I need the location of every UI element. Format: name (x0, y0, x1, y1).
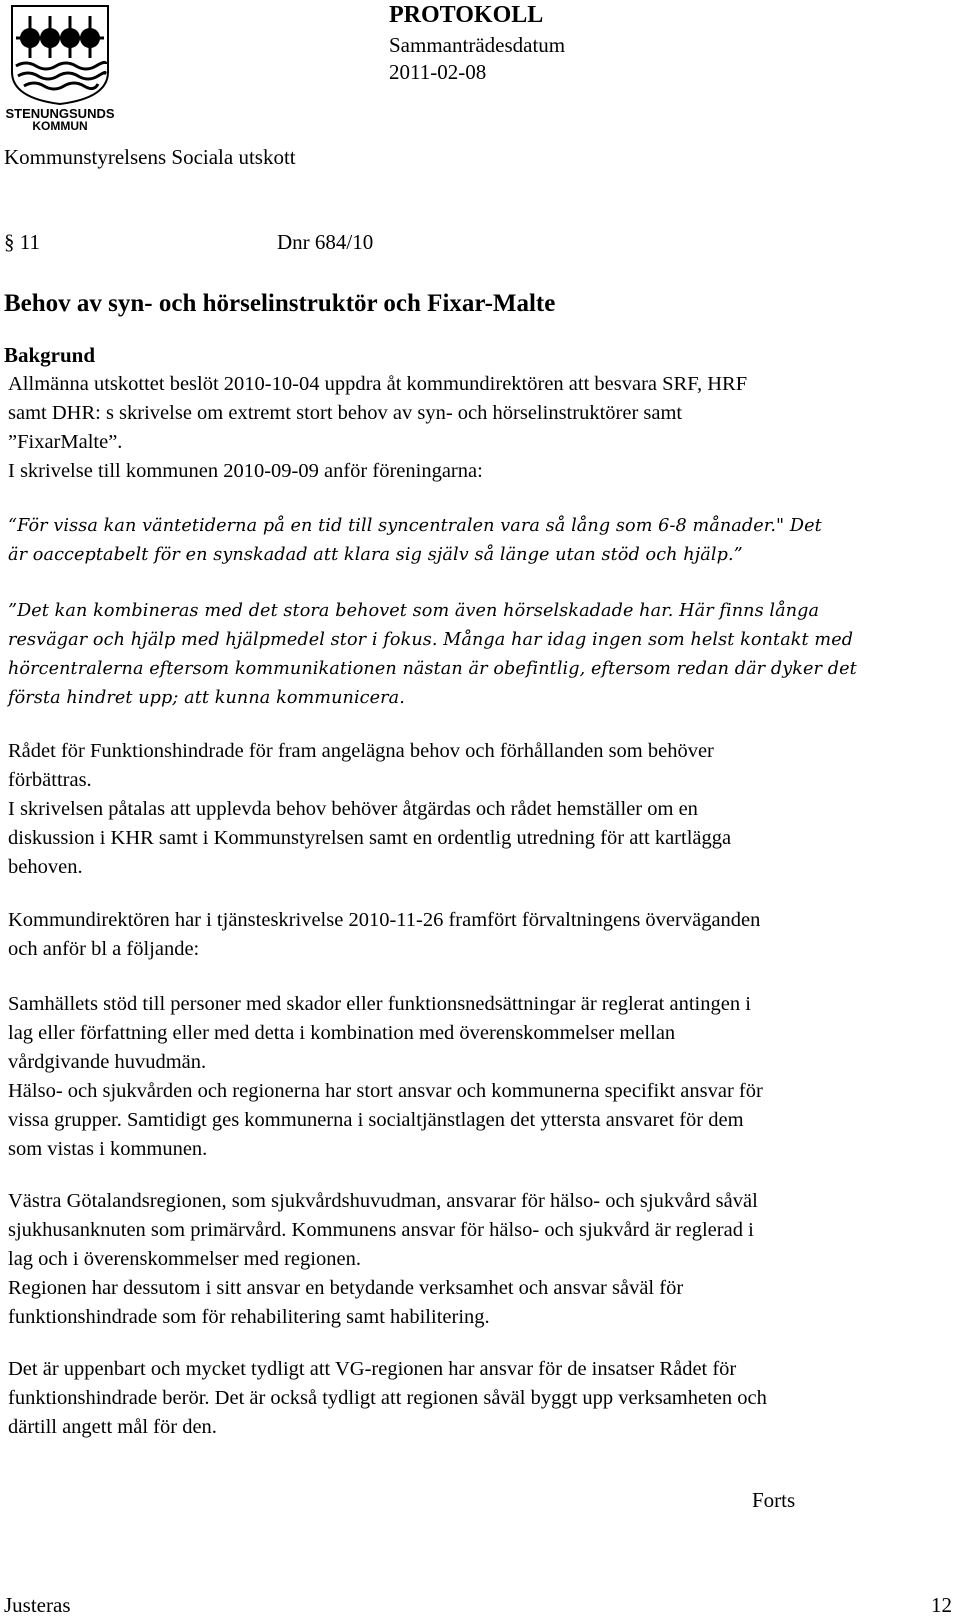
intro-paragraph (8, 370, 948, 486)
logo-text-line2: KOMMUN (32, 119, 88, 132)
committee-name: Kommunstyrelsens Sociala utskott (4, 145, 296, 169)
text-line: samt DHR: s skrivelse om extremt stort behov av syn- och hörselinstruktörer samt (8, 402, 683, 424)
protocol-title: PROTOKOLL (389, 2, 544, 28)
paragraph-7 (8, 1355, 948, 1442)
meeting-date: 2011-02-08 (389, 60, 487, 84)
quote-line: ”Det kan kombineras med det stora behovet som även hörselskadade har. Här finns långa (8, 601, 820, 621)
quote-line: “För vissa kan väntetiderna på en tid till syncentralen vara så lång som 6-8 månader." Det (8, 516, 822, 536)
text-line: Rådet för Funktionshindrade för fram angelägna behov och förhållanden som behöver (8, 740, 714, 762)
text-line: Det är uppenbart och mycket tydligt att VG-regionen har ansvar för de insatser Rådet för (8, 1358, 737, 1380)
municipality-logo (2, 2, 118, 132)
text-line: I skrivelse till kommunen 2010-09-09 anför föreningarna: (8, 460, 483, 482)
text-line: I skrivelsen påtalas att upplevda behov behöver åtgärdas och rådet hemställer om en (8, 798, 698, 820)
text-line: vårdgivande huvudmän. (8, 1051, 207, 1073)
quote-line: hörcentralerna eftersom kommunikationen nästan är obefintlig, eftersom redan där dyker det (8, 659, 857, 679)
paragraph-6 (8, 1187, 948, 1332)
section-title: Behov av syn- och hörselinstruktör och Fixar-Malte (4, 290, 556, 317)
logo-text-line1: STENUNGSUNDS (5, 106, 115, 121)
paragraph-number: § 11 (4, 230, 40, 254)
diary-number: Dnr 684/10 (277, 230, 374, 254)
text-line: lag och i överenskommelser med regionen. (8, 1248, 361, 1270)
text-line: sjukhusanknuten som primärvård. Kommunens ansvar för hälso- och sjukvård är reglerad i (8, 1219, 754, 1241)
quote-line: är oacceptabelt för en synskadad att klara sig själv så länge utan stöd och hjälp.” (8, 545, 743, 565)
paragraph-3 (8, 737, 948, 882)
text-line: därtill angett mål för den. (8, 1416, 217, 1438)
meeting-date-label: Sammanträdesdatum (389, 33, 566, 57)
subheading-background: Bakgrund (4, 343, 96, 367)
quote-line: resvägar och hjälp med hjälpmedel stor i fokus. Många har idag ingen som helst kontakt med (8, 630, 854, 650)
quote-1 (8, 512, 948, 570)
continued-label: Forts (752, 1488, 796, 1512)
text-line: ”FixarMalte”. (8, 431, 123, 453)
text-line: Regionen har dessutom i sitt ansvar en betydande verksamhet och ansvar såväl för (8, 1277, 684, 1299)
text-line: behoven. (8, 856, 83, 878)
text-line: funktionshindrade berör. Det är också tydligt att regionen såväl byggt upp verksamheten och (8, 1387, 767, 1409)
text-line: Kommundirektören har i tjänsteskrivelse 2010-11-26 framfört förvaltningens överväganden (8, 909, 761, 931)
page-number: 12 (931, 1593, 952, 1617)
text-line: som vistas i kommunen. (8, 1138, 208, 1160)
text-line: lag eller författning eller med detta i kombination med överenskommelser mellan (8, 1022, 676, 1044)
text-line: Hälso- och sjukvården och regionerna har stort ansvar och kommunerna specifikt ansvar för (8, 1080, 763, 1102)
text-line: förbättras. (8, 769, 92, 791)
footer-justeras: Justeras (4, 1593, 71, 1617)
text-line: Samhällets stöd till personer med skador eller funktionsnedsättningar är reglerat antingen i (8, 993, 751, 1015)
quote-line: första hindret upp; att kunna kommunicera. (8, 688, 405, 708)
text-line: diskussion i KHR samt i Kommunstyrelsen samt en ordentlig utredning för att kartlägga (8, 827, 732, 849)
text-line: vissa grupper. Samtidigt ges kommunerna i socialtjänstlagen det yttersta ansvaret för dem (8, 1109, 744, 1131)
paragraph-4 (8, 906, 948, 964)
quote-2 (8, 597, 948, 713)
text-line: Västra Götalandsregionen, som sjukvårdshuvudman, ansvarar för hälso- och sjukvård såväl (8, 1190, 758, 1212)
text-line: och anför bl a följande: (8, 938, 200, 960)
paragraph-5 (8, 990, 948, 1164)
text-line: Allmänna utskottet beslöt 2010-10-04 uppdra åt kommundirektören att besvara SRF, HRF (8, 373, 748, 395)
text-line: funktionshindrade som för rehabilitering samt habilitering. (8, 1306, 490, 1328)
